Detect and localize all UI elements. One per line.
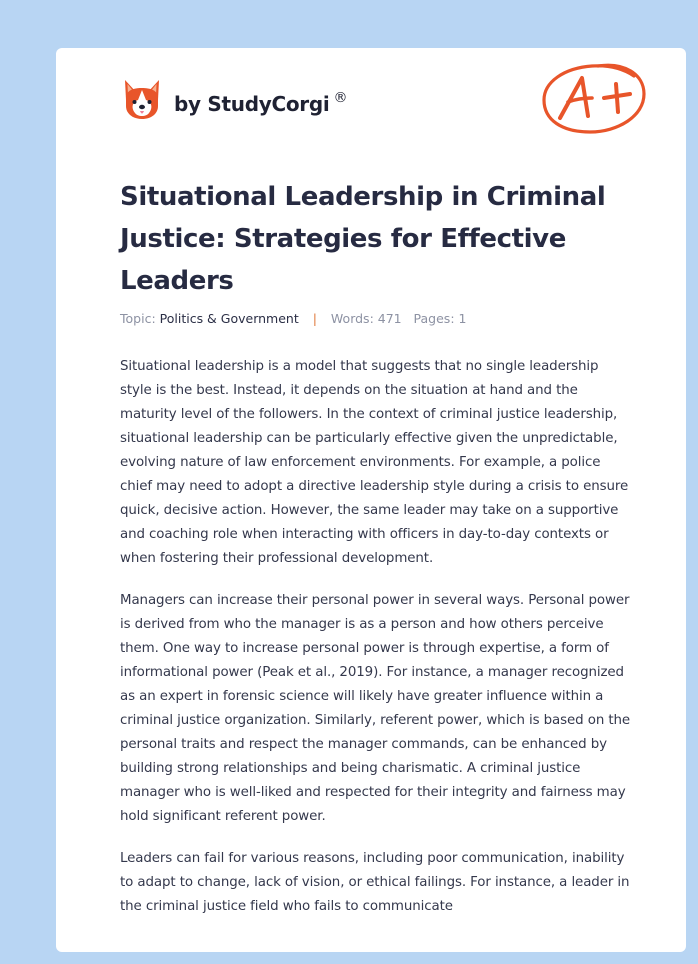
meta-separator: |: [312, 311, 317, 326]
article-body: [120, 355, 632, 937]
brand-name-text: by StudyCorgi: [174, 92, 330, 116]
corgi-logo-icon: [122, 78, 162, 122]
paragraph: Leaders can fail for various reasons, including poor communication, inability to adapt to change, lack of vision, or ethical failings. For instance, a leader in the criminal justice field who fails to communicate: [120, 851, 630, 914]
article-title: Situational Leadership in Criminal Justice: Strategies for Effective Leaders: [120, 182, 606, 296]
words-label: Words:: [330, 311, 374, 326]
topic-link[interactable]: Politics & Government: [159, 311, 299, 326]
registered-mark: ®: [333, 90, 348, 106]
brand-name: [174, 92, 347, 116]
document-page: [56, 48, 686, 952]
paragraph: Situational leadership is a model that suggests that no single leadership style is the best. Instead, it depends on the situation at hand and the maturity level of the followers. In the context of criminal justice leadership, situational leadership can be particularly effective given the unpredictable, evolving nature of law enforcement environments. For example, a police chief may need to adopt a directive leadership style during a crisis to ensure quick, decisive action. However, the same leader may take on a supportive and coaching role when interacting with officers in day-to-day contexts or when fostering their professional development.: [120, 359, 629, 566]
paragraph: Managers can increase their personal power in several ways. Personal power is derived from who the manager is as a person and how others perceive them. One way to increase personal power is through expertise, a form of informational power (Peak et al., 2019). For instance, a manager recognized as an expert in forensic science will likely have greater influence within a criminal justice organization. Similarly, referent power, which is based on the personal traits and respect the manager commands, can be enhanced by building strong relationships and being charismatic. A criminal justice manager who is well-liked and respected for their integrity and fairness may hold significant referent power.: [120, 593, 631, 824]
article-meta: [120, 311, 466, 326]
pages-count: 1: [458, 311, 467, 326]
words-count: 471: [377, 311, 402, 326]
pages-label: Pages:: [413, 311, 455, 326]
brand-logo-link[interactable]: [122, 76, 347, 124]
grade-badge-a-plus-icon: [538, 58, 650, 140]
topic-label: Topic:: [120, 311, 156, 326]
